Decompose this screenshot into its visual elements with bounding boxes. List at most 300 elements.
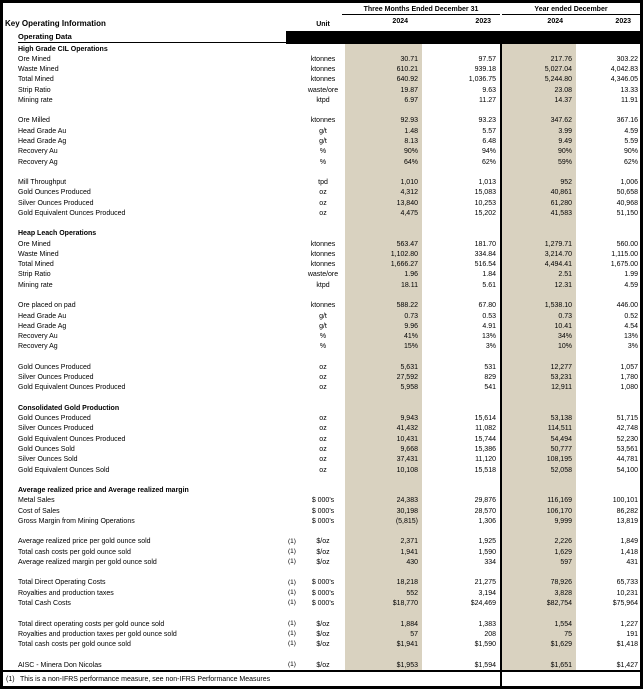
value-q2023-cell: 97.57 <box>478 55 496 63</box>
value-q2023-cell: 334.84 <box>474 250 496 258</box>
row-label: Mining rate <box>18 96 53 104</box>
value-q2023-cell: 9.63 <box>482 86 496 94</box>
year-2024: 2024 <box>547 18 563 25</box>
value-y2023-cell: 191 <box>626 630 638 638</box>
value-q2023-cell: 21,275 <box>474 579 496 587</box>
value-q2024-cell: 19.87 <box>345 85 422 95</box>
row-label: Strip Ratio <box>18 271 51 279</box>
value-q2024-cell: 610.21 <box>345 65 422 75</box>
value-y2023-cell: 53,561 <box>616 445 638 453</box>
unit-cell: ktonnes <box>310 240 336 248</box>
value-q2024-cell <box>345 167 422 177</box>
table-row <box>3 85 640 95</box>
value-q2024-cell: 9,943 <box>345 414 422 424</box>
value-y2023-cell: 62% <box>623 158 638 166</box>
row-label: Ore Milled <box>18 117 50 125</box>
value-y2023-cell: 40,968 <box>616 199 638 207</box>
footnote-ref: (1) <box>6 675 15 683</box>
value-q2024-cell: 90% <box>345 147 422 157</box>
table-row <box>3 424 640 434</box>
table-row <box>3 260 640 270</box>
spacer-row <box>3 650 640 660</box>
value-q2024-cell: 430 <box>345 557 422 567</box>
footnote-ref-cell: (1) <box>288 588 296 596</box>
table-row <box>3 557 640 567</box>
table-row <box>3 157 640 167</box>
value-q2023-cell: 15,614 <box>474 415 496 423</box>
value-y2024-cell <box>502 229 576 239</box>
table-row <box>3 414 640 424</box>
value-y2024-cell: 75 <box>502 629 576 639</box>
value-y2024-cell <box>502 609 576 619</box>
value-y2024-cell: 50,777 <box>502 444 576 454</box>
value-y2023-cell: 1,115.00 <box>611 250 638 258</box>
row-label: Strip Ratio <box>18 86 51 94</box>
value-q2023-cell: 1,590 <box>478 548 496 556</box>
row-label: Consolidated Gold Production <box>18 404 120 412</box>
row-label: Ore placed on pad <box>18 302 76 310</box>
value-y2023-cell: 1,057 <box>620 363 638 371</box>
row-label: Gold Ounces Produced <box>18 363 91 371</box>
value-q2024-cell: 18,218 <box>345 578 422 588</box>
value-y2024-cell <box>502 568 576 578</box>
row-label: Average realized price per gold ounce sold <box>18 538 151 546</box>
unit-cell: $ 000's <box>311 507 335 515</box>
value-q2023-cell: $1,590 <box>474 641 496 649</box>
value-q2024-cell: 5,631 <box>345 362 422 372</box>
unit-cell: oz <box>319 374 327 382</box>
row-label: Average realized margin per gold ounce sold <box>18 558 157 566</box>
unit-cell: g/t <box>319 138 327 146</box>
row-label: Mill Throughput <box>18 179 67 187</box>
unit-cell: $/oz <box>316 548 330 556</box>
section-row <box>3 44 640 54</box>
value-y2023-cell: $1,427 <box>616 661 638 669</box>
value-y2024-cell: 3.99 <box>502 126 576 136</box>
unit-cell: $ 000's <box>311 599 335 607</box>
value-q2023-cell: 181.70 <box>474 240 496 248</box>
quarter-year-2024: 2024 <box>392 18 408 25</box>
value-y2024-cell: 2,226 <box>502 537 576 547</box>
unit-cell: $/oz <box>316 630 330 638</box>
table-row <box>3 280 640 290</box>
column-group-quarter <box>342 6 500 25</box>
value-q2024-cell: 8.13 <box>345 136 422 146</box>
value-q2023-cell: 15,744 <box>474 435 496 443</box>
spacer-row <box>3 352 640 362</box>
unit-column-header: Unit <box>316 21 330 28</box>
value-y2024-cell: 10% <box>502 342 576 352</box>
value-y2024-cell: 106,170 <box>502 506 576 516</box>
table-row <box>3 188 640 198</box>
spacer-row <box>3 609 640 619</box>
row-label: Silver Ounces Produced <box>18 199 94 207</box>
value-q2023-cell: 15,518 <box>474 466 496 474</box>
operating-data-label: Operating Data <box>18 31 286 43</box>
value-y2023-cell: 431 <box>626 558 638 566</box>
unit-cell: oz <box>319 189 327 197</box>
value-y2024-cell: 952 <box>502 177 576 187</box>
value-y2024-cell <box>502 352 576 362</box>
footnote-ref-cell: (1) <box>288 660 296 668</box>
value-y2024-cell: 5,027.04 <box>502 65 576 75</box>
value-q2023-cell: 15,202 <box>474 209 496 217</box>
value-q2023-cell: 28,570 <box>474 507 496 515</box>
row-label: Total Direct Operating Costs <box>18 579 106 587</box>
value-q2023-cell: 15,386 <box>474 445 496 453</box>
unit-cell: $ 000's <box>311 589 335 597</box>
unit-cell: $/oz <box>316 641 330 649</box>
value-y2024-cell: 52,058 <box>502 465 576 475</box>
unit-cell: ktonnes <box>310 76 336 84</box>
value-q2024-cell: 10,431 <box>345 434 422 444</box>
value-q2024-cell: 41% <box>345 331 422 341</box>
row-label: Total cash costs per gold ounce sold <box>18 641 131 649</box>
value-q2024-cell: 30,198 <box>345 506 422 516</box>
unit-cell: % <box>319 333 327 341</box>
unit-cell: oz <box>319 384 327 392</box>
row-label: Royalties and production taxes <box>18 589 114 597</box>
value-y2023-cell: 13,819 <box>616 517 638 525</box>
value-y2023-cell: 4,346.05 <box>610 76 638 84</box>
value-q2023-cell: $1,594 <box>474 661 496 669</box>
value-q2023-cell: 1,306 <box>478 517 496 525</box>
unit-cell: ktonnes <box>310 55 336 63</box>
spacer-row <box>3 290 640 300</box>
row-label: Head Grade Ag <box>18 322 67 330</box>
unit-cell: oz <box>319 425 327 433</box>
value-y2023-cell: 1,418 <box>620 548 638 556</box>
row-label: AISC - Minera Don Nicolas <box>18 661 102 669</box>
unit-cell: % <box>319 158 327 166</box>
table-row <box>3 465 640 475</box>
table-row <box>3 506 640 516</box>
footnote-ref-cell: (1) <box>288 578 296 586</box>
value-q2024-cell: (5,815) <box>345 516 422 526</box>
value-q2024-cell: 0.73 <box>345 311 422 321</box>
value-y2024-cell: 597 <box>502 557 576 567</box>
row-label: Ore Mined <box>18 55 51 63</box>
table-row <box>3 301 640 311</box>
value-q2024-cell: 30.71 <box>345 54 422 64</box>
value-y2023-cell: 90% <box>623 148 638 156</box>
value-y2024-cell: 9.49 <box>502 136 576 146</box>
value-y2024-cell: 114,511 <box>502 424 576 434</box>
year-group-label: Year ended December <box>502 6 640 15</box>
row-label: Recovery Ag <box>18 343 58 351</box>
value-y2024-cell <box>502 403 576 413</box>
value-q2023-cell: 3,194 <box>478 589 496 597</box>
value-y2024-cell: 54,494 <box>502 434 576 444</box>
unit-cell: ktonnes <box>310 250 336 258</box>
value-y2023-cell: 5.59 <box>624 138 638 146</box>
value-y2024-cell: 116,169 <box>502 496 576 506</box>
unit-cell: tpd <box>318 179 328 187</box>
value-q2023-cell: 939.18 <box>474 66 496 74</box>
row-label: Recovery Au <box>18 148 58 156</box>
row-label: Gold Ounces Produced <box>18 189 91 197</box>
footnote-ref-cell: (1) <box>288 640 296 648</box>
value-q2024-cell <box>345 352 422 362</box>
value-y2023-cell: 1,006 <box>620 179 638 187</box>
value-q2023-cell: 3% <box>485 343 496 351</box>
value-q2023-cell: 1,013 <box>478 179 496 187</box>
unit-cell: $/oz <box>316 538 330 546</box>
value-q2024-cell: 37,431 <box>345 455 422 465</box>
unit-cell: $/oz <box>316 620 330 628</box>
value-y2024-cell: 1,629 <box>502 547 576 557</box>
value-q2024-cell: 4,475 <box>345 208 422 218</box>
value-q2024-cell <box>345 219 422 229</box>
value-y2024-cell <box>502 44 576 54</box>
value-q2024-cell <box>345 609 422 619</box>
value-y2023-cell: 1,080 <box>620 384 638 392</box>
value-q2024-cell: 57 <box>345 629 422 639</box>
value-y2023-cell: $75,964 <box>612 599 638 607</box>
row-label: Head Grade Au <box>18 127 67 135</box>
unit-cell: oz <box>319 209 327 217</box>
value-y2024-cell <box>502 106 576 116</box>
value-q2024-cell <box>345 475 422 485</box>
value-y2024-cell: 90% <box>502 147 576 157</box>
value-q2024-cell: 92.93 <box>345 116 422 126</box>
table-row <box>3 331 640 341</box>
unit-cell: ktonnes <box>310 66 336 74</box>
footnote-ref-cell: (1) <box>288 558 296 566</box>
table-row <box>3 239 640 249</box>
value-q2023-cell: 1,036.75 <box>468 76 496 84</box>
row-label: Waste Mined <box>18 66 59 74</box>
value-y2023-cell: $1,418 <box>616 641 638 649</box>
value-y2023-cell: 10,231 <box>616 589 638 597</box>
unit-cell: ktpd <box>316 96 330 104</box>
row-label: Head Grade Ag <box>18 138 67 146</box>
row-label: Gold Equivalent Ounces Produced <box>18 384 126 392</box>
value-q2024-cell: 9.96 <box>345 321 422 331</box>
table-body <box>3 44 640 670</box>
value-q2024-cell <box>345 229 422 239</box>
value-q2023-cell: 1,925 <box>478 538 496 546</box>
value-y2023-cell: 4,042.83 <box>610 66 638 74</box>
unit-cell: oz <box>319 466 327 474</box>
footnote-ref-cell: (1) <box>288 599 296 607</box>
table-row <box>3 177 640 187</box>
row-label: Heap Leach Operations <box>18 230 97 238</box>
column-divider-line <box>500 672 502 686</box>
page-title: Key Operating Information <box>5 19 106 28</box>
value-y2024-cell: 34% <box>502 331 576 341</box>
row-label: Recovery Ag <box>18 158 58 166</box>
value-q2023-cell: 531 <box>484 363 496 371</box>
value-y2023-cell: 65,733 <box>616 579 638 587</box>
spacer-row <box>3 475 640 485</box>
table-row <box>3 116 640 126</box>
value-y2024-cell: 78,926 <box>502 578 576 588</box>
row-label: Recovery Au <box>18 333 58 341</box>
spacer-row <box>3 219 640 229</box>
value-q2024-cell: 1,102.80 <box>345 249 422 259</box>
operating-data-notch <box>3 31 286 44</box>
table-row <box>3 198 640 208</box>
value-y2024-cell <box>502 650 576 660</box>
unit-cell: g/t <box>319 127 327 135</box>
value-y2024-cell: 3,214.70 <box>502 249 576 259</box>
value-y2024-cell: 217.76 <box>502 54 576 64</box>
row-label: High Grade CIL Operations <box>18 45 108 53</box>
sheet <box>3 3 640 686</box>
spacer-row <box>3 106 640 116</box>
value-q2024-cell: $18,770 <box>345 598 422 608</box>
row-label: Silver Ounces Produced <box>18 425 94 433</box>
value-q2024-cell: 27,592 <box>345 373 422 383</box>
row-label: Mining rate <box>18 281 53 289</box>
unit-cell: waste/ore <box>307 271 339 279</box>
table-row <box>3 547 640 557</box>
value-y2023-cell: 13.33 <box>620 86 638 94</box>
value-y2024-cell: 347.62 <box>502 116 576 126</box>
value-y2024-cell: $1,629 <box>502 639 576 649</box>
value-y2024-cell: 1,279.71 <box>502 239 576 249</box>
spacer-row <box>3 167 640 177</box>
table-row <box>3 321 640 331</box>
value-y2024-cell: 12,911 <box>502 383 576 393</box>
quarter-year-2023: 2023 <box>475 18 491 25</box>
value-y2023-cell: 50,658 <box>616 189 638 197</box>
value-y2023-cell: 3% <box>627 343 638 351</box>
value-q2024-cell: 1.96 <box>345 270 422 280</box>
value-y2024-cell <box>502 290 576 300</box>
unit-cell: oz <box>319 456 327 464</box>
row-label: Gold Ounces Produced <box>18 415 91 423</box>
value-y2023-cell: 367.16 <box>616 117 638 125</box>
spacer-row <box>3 526 640 536</box>
footnote-ref-cell: (1) <box>288 547 296 555</box>
value-y2023-cell: 52,230 <box>616 435 638 443</box>
column-group-year <box>502 6 640 25</box>
value-q2024-cell: 9,668 <box>345 444 422 454</box>
value-y2023-cell: 1,227 <box>620 620 638 628</box>
value-q2024-cell: 64% <box>345 157 422 167</box>
value-q2024-cell <box>345 526 422 536</box>
row-label: Total cash costs per gold ounce sold <box>18 548 131 556</box>
table-row <box>3 249 640 259</box>
value-q2023-cell: 11,120 <box>475 456 496 464</box>
unit-cell: oz <box>319 415 327 423</box>
value-q2024-cell: 1,010 <box>345 177 422 187</box>
unit-cell: $/oz <box>316 661 330 669</box>
footnote-ref-cell: (1) <box>288 630 296 638</box>
value-y2023-cell: 51,715 <box>616 415 638 423</box>
unit-cell: oz <box>319 445 327 453</box>
value-q2023-cell: 10,253 <box>474 199 496 207</box>
value-q2024-cell <box>345 393 422 403</box>
table-row <box>3 362 640 372</box>
value-y2023-cell: 54,100 <box>616 466 638 474</box>
table-row <box>3 65 640 75</box>
value-y2024-cell: 23.08 <box>502 85 576 95</box>
value-y2023-cell: 1,780 <box>620 374 638 382</box>
footnote-ref-cell: (1) <box>288 537 296 545</box>
table-row <box>3 578 640 588</box>
value-y2024-cell: 1,538.10 <box>502 301 576 311</box>
value-q2023-cell: 1.84 <box>482 271 496 279</box>
unit-cell: ktpd <box>316 281 330 289</box>
value-y2024-cell: 1,554 <box>502 619 576 629</box>
table-row <box>3 434 640 444</box>
row-label: Waste Mined <box>18 250 59 258</box>
row-label: Gold Equivalent Ounces Sold <box>18 466 110 474</box>
section-row <box>3 229 640 239</box>
table-row <box>3 516 640 526</box>
row-label: Gross Margin from Mining Operations <box>18 517 135 525</box>
value-q2024-cell <box>345 403 422 413</box>
value-q2023-cell: 15,083 <box>474 189 496 197</box>
value-y2023-cell: 1,675.00 <box>610 261 638 269</box>
value-y2024-cell <box>502 475 576 485</box>
value-q2023-cell: 5.57 <box>482 127 496 135</box>
table-row <box>3 496 640 506</box>
value-q2024-cell: 41,432 <box>345 424 422 434</box>
table-row <box>3 598 640 608</box>
value-q2023-cell: 5.61 <box>482 281 496 289</box>
unit-cell: g/t <box>319 322 327 330</box>
value-y2024-cell: 14.37 <box>502 95 576 105</box>
value-y2024-cell: 4,494.41 <box>502 260 576 270</box>
value-y2024-cell: 61,280 <box>502 198 576 208</box>
value-q2023-cell: 208 <box>484 630 496 638</box>
value-q2023-cell: 541 <box>484 384 496 392</box>
value-y2024-cell <box>502 167 576 177</box>
value-y2023-cell: 0.52 <box>624 312 638 320</box>
value-y2023-cell: 42,748 <box>616 425 638 433</box>
table-row <box>3 537 640 547</box>
value-q2024-cell: 1,941 <box>345 547 422 557</box>
table-row <box>3 95 640 105</box>
value-y2024-cell: $1,651 <box>502 660 576 670</box>
value-q2024-cell: 563.47 <box>345 239 422 249</box>
value-y2023-cell: 86,282 <box>616 507 638 515</box>
section-row <box>3 485 640 495</box>
value-y2023-cell: 446.00 <box>616 302 638 310</box>
value-q2024-cell: 1,666.27 <box>345 260 422 270</box>
value-q2024-cell <box>345 106 422 116</box>
value-q2024-cell: 6.97 <box>345 95 422 105</box>
value-y2023-cell: 51,150 <box>616 209 638 217</box>
value-q2023-cell: 516.54 <box>474 261 496 269</box>
value-y2023-cell: 303.22 <box>616 55 638 63</box>
value-y2024-cell <box>502 526 576 536</box>
row-label: Silver Ounces Produced <box>18 374 94 382</box>
unit-cell: $/oz <box>316 558 330 566</box>
value-y2024-cell: 59% <box>502 157 576 167</box>
table-row <box>3 311 640 321</box>
value-q2024-cell <box>345 44 422 54</box>
value-q2023-cell: 1,383 <box>478 620 496 628</box>
value-q2023-cell: 829 <box>484 374 496 382</box>
value-y2023-cell: 1,849 <box>620 538 638 546</box>
value-q2024-cell: 1.48 <box>345 126 422 136</box>
quarter-group-label: Three Months Ended December 31 <box>342 6 500 15</box>
value-q2024-cell: 1,884 <box>345 619 422 629</box>
row-label: Gold Equivalent Ounces Produced <box>18 435 126 443</box>
value-q2023-cell: 94% <box>481 148 496 156</box>
value-q2024-cell <box>345 650 422 660</box>
unit-cell: waste/ore <box>307 86 339 94</box>
value-q2024-cell: 552 <box>345 588 422 598</box>
value-y2024-cell: 53,231 <box>502 373 576 383</box>
unit-cell: oz <box>319 199 327 207</box>
row-label: Metal Sales <box>18 497 55 505</box>
